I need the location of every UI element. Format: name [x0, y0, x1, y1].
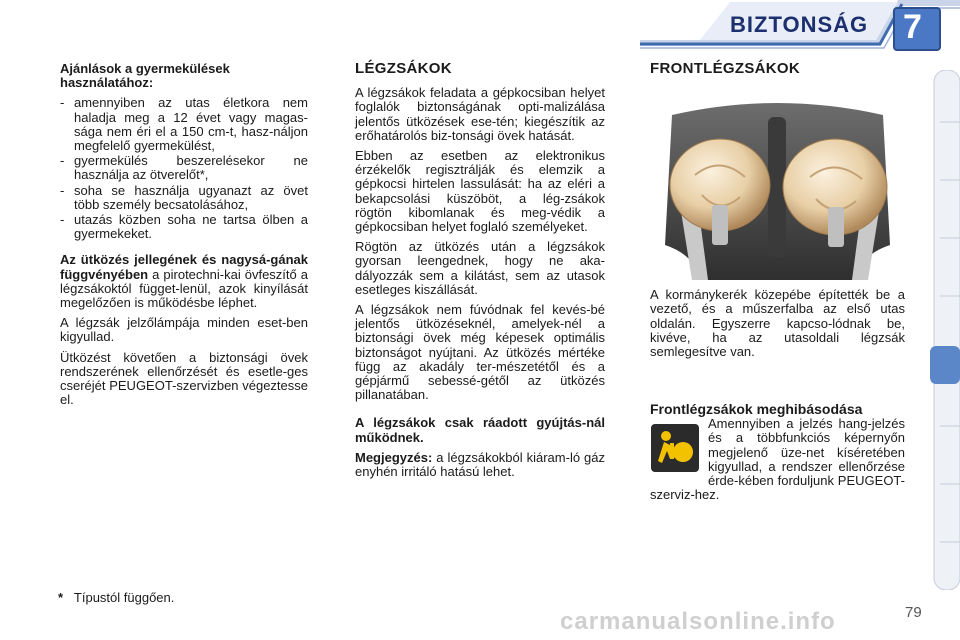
ignition-note: A légzsákok csak ráadott gyújtás-nál működnek.	[355, 415, 605, 445]
paragraph: Rögtön az ütközés után a légzsákok gyorsan leengednek, hogy ne aka-dályozzák sem a kilátást, sem az utasok esetleges kiszállását.	[355, 239, 605, 297]
active-chapter-tab	[930, 346, 960, 384]
watermark: carmanualsonline.info	[560, 608, 836, 635]
pretensioner-paragraph: Az ütközés jellegének és nagysá-gának függvényében a pirotechni-kai övfeszítő a légzsákoktól függet-lenül, azok kinyílását megelőzően is működésbe léphet.	[60, 252, 308, 311]
child-seat-heading: Ajánlások a gyermekülések használatához:	[60, 61, 230, 91]
after-collision-paragraph: Ütközést követően a biztonsági övek rendszerének ellenőrzését és esetle-ges cseréjét PEUGEOT-szervizben végeztesse el.	[60, 349, 308, 408]
footnote: * Típustól függően.	[58, 590, 175, 605]
list-item: - amennyiben az utas életkora nem haladja meg a 12 évet vagy magas-sága nem éri el a 150 cm-t, hasz-náljon megfelelő gyermekülést,	[60, 95, 308, 154]
middle-column	[355, 62, 605, 485]
front-airbags-title: FRONTLÉGZSÁKOK	[650, 60, 801, 77]
paragraph: A légzsákok feladata a gépkocsiban helyet foglalók biztonságának opti-malizálása jelentős ütközések ese-tén; kiegészítik az erőhatárolós biz-tonsági övek hatását.	[355, 85, 605, 143]
front-airbags-paragraph: A kormánykerék közepébe építették be a vezető, és a műszerfalba az első utas oldalán. Egyszerre kapcso-lódnak be, kivéve, ha az utasoldali légzsák semlegesítve van.	[650, 287, 905, 360]
front-airbags-illustration	[650, 95, 905, 280]
list-item: - soha se használja ugyanazt az övet több személy becsatolásához,	[60, 182, 308, 212]
page-number: 79	[905, 604, 922, 621]
chapter-title: BIZTONSÁG	[730, 12, 869, 37]
chapter-tabs	[926, 70, 960, 590]
gas-note: Megjegyzés: a légzsákokból kiáram-ló gáz enyhén irritáló hatású lehet.	[355, 449, 605, 480]
child-seat-list	[60, 96, 308, 241]
malfunction-paragraph: Amennyiben a jelzés hang-jelzés és a többfunkciós képernyőn megjelenő üze-net kíséretében kigyullad, a rendszer ellenőrzése érde-kében forduljunk PEUGEOT-szerviz-hez.	[650, 416, 905, 503]
paragraph: A légzsákok nem fúvódnak fel kevés-bé jelentős ütközéseknél, amelyek-nél a biztonsági övek még képesek optimális biztonságot nyújtani. Az ütközés mértéke függ az akadály ter-mészetétől és a gépjármű sebessé-gétől az ütközés pillanatában.	[355, 302, 605, 403]
list-item: - utazás közben soha ne tartsa ölben a gyermekeket.	[60, 212, 308, 242]
airbag-warning-icon	[650, 423, 700, 473]
list-item: - gyermekülés beszerelésekor ne használja az ötverelőt*,	[60, 153, 308, 183]
left-column	[60, 62, 308, 413]
malfunction-subtitle: Frontlégzsákok meghibásodása	[650, 401, 863, 418]
warning-lamp-paragraph: A légzsák jelzőlámpája minden eset-ben kigyullad.	[60, 315, 308, 345]
chapter-number: 7	[903, 8, 922, 46]
paragraph: Ebben az esetben az elektronikus érzékelők regisztrálják és elemzik a gépkocsi hirtelen lassulását: ha az eléri a bekapcsolási küszöböt, a lég-zsákok rögtön kibomlanak és meg-védik a gépkocsiban helyet foglaló személyeket.	[355, 148, 605, 235]
airbags-title: LÉGZSÁKOK	[355, 60, 452, 77]
